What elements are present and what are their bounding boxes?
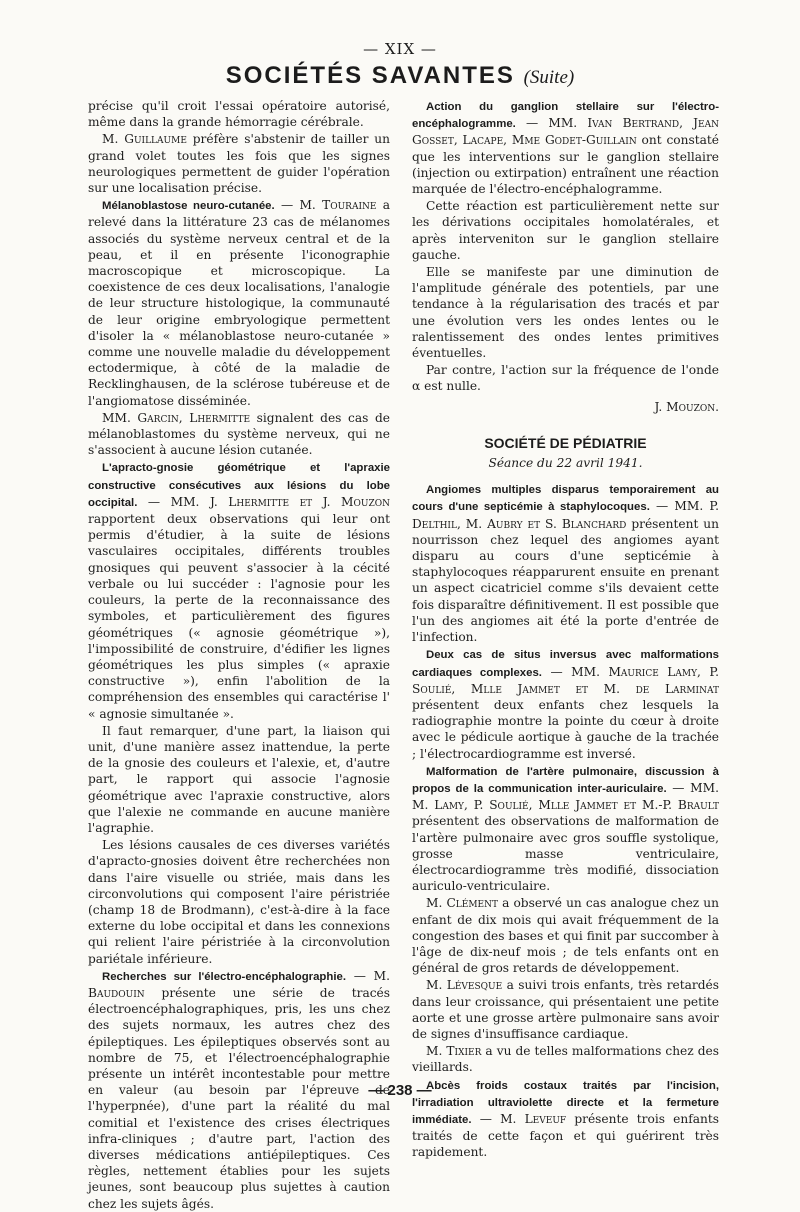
paragraph bbox=[412, 362, 719, 394]
paragraph-text: présentent des observations de malformation de l'artère pulmonaire avec gros souffle systolique, grosse masse ventriculaire, électrocardiogramme très modifié, dissociation auriculo-ventriculaire. bbox=[412, 814, 719, 894]
author-name: Touraine bbox=[322, 198, 377, 213]
paragraph-text: a observé un cas analogue chez un enfant de dix mois qui avait fréquemment de la congestion des bases et qui finit par succomber à l'âge de dix-neuf mois ; de tels enfants ont en général de gros retards de développement. bbox=[412, 896, 720, 976]
paragraph-text: Cette réaction est particulièrement nette sur les dérivations occipitales homolatérales, et après interveniton sur le ganglion stellaire gauche. bbox=[412, 199, 719, 262]
dash: — MM. bbox=[515, 116, 588, 131]
author-name: MM. Garcin, Lhermitte bbox=[102, 410, 251, 425]
paragraph bbox=[412, 481, 719, 645]
paragraph-text: signalent des cas de mélanoblastomes du système nerveux, qui ne s'associent à aucune lésion cutanée. bbox=[88, 410, 390, 458]
author-name: M. Tixier bbox=[426, 1044, 482, 1059]
paragraph bbox=[412, 763, 719, 895]
author-name: M. Lévesque bbox=[426, 978, 503, 993]
paragraph bbox=[412, 98, 719, 197]
dash: — MM. bbox=[649, 499, 710, 514]
paragraph-text: Par contre, l'action sur la fréquence de l'onde α est nulle. bbox=[412, 363, 719, 394]
paragraph bbox=[412, 646, 719, 761]
paragraph bbox=[88, 98, 390, 130]
paragraph-text: Les lésions causales de ces diverses variétés d'apracto-gnosies doivent être recherchées non dans l'aire visuelle ou striée, mais dans les circonvolutions qui composent l'aire péristriée (champ 18 de Brodmann), c'est-à-dire à la face externe du lobe occipital et dans les connexions qui relient l'aire péristriée à la circonvolution pariétale inférieure. bbox=[88, 838, 390, 966]
paragraph-text: ont constaté que les interventions sur le ganglion stellaire (injection ou extirpation) entraînent une réaction marquée de l'électro-encéphalogramme. bbox=[412, 133, 719, 197]
paragraph-text: a suivi trois enfants, très retardés dans leur croissance, qui présentaient une petite aorte et une grosse artère pulmonaire sans avoir de signes d'insuffisance cardiaque. bbox=[412, 978, 719, 1041]
author-name: M. Guillaume bbox=[102, 132, 187, 147]
signature: J. Mouzon. bbox=[654, 399, 719, 414]
paragraph bbox=[88, 410, 390, 459]
author-name: P. Delthil, M. Aubry et S. Blanchard bbox=[412, 499, 719, 531]
paragraph bbox=[412, 977, 719, 1042]
paragraph-text: a vu de telles malformations chez des vieillards. bbox=[412, 1044, 719, 1075]
paragraph bbox=[88, 197, 390, 409]
article-title: Abcès froids costaux traités par l'incision, l'irradiation ultraviolette directe et la fermeture immédiate. bbox=[412, 1079, 719, 1126]
page-number: — 238 — bbox=[368, 1082, 432, 1099]
article-title: L'apracto-gnosie géométrique et l'apraxie constructive consécutives aux lésions du lobe occipital. bbox=[88, 462, 390, 509]
paragraph bbox=[88, 459, 390, 721]
paragraph-text: précise qu'il croit l'essai opératoire autorisé, même dans la grande hémorragie cérébrale. bbox=[88, 99, 390, 130]
dash: — MM. bbox=[666, 780, 719, 795]
author-name: M. Lamy, P. Soulié, Mlle Jammet et M.-P. Brault bbox=[412, 798, 719, 813]
paragraph-text: présentent un nourrisson chez lequel des angiomes ayant disparu au cours d'une septicémie à staphylocoques réapparurent ensuite en prenant un aspect cicatriciel comme s'ils devaient cette fois disparaître définitivement. Il est possible que l'un des angiomes ait été la porte d'entrée de l'infection. bbox=[412, 516, 719, 645]
right-column bbox=[412, 98, 719, 1161]
paragraph bbox=[412, 895, 719, 976]
paragraph-text: Il faut remarquer, d'une part, la liaison qui unit, d'une manière assez inattendue, la perte de la gnosie des couleurs et l'alexie, et, d'autre part, le rapport qui associe l'agnosie géométrique avec l'apraxie constructive, alors que l'alexie ne commande en aucune manière l'agraphie. bbox=[88, 723, 390, 835]
dash: — M. bbox=[274, 198, 323, 213]
section-title: SOCIÉTÉ DE PÉDIATRIE bbox=[484, 434, 647, 451]
running-header bbox=[0, 62, 800, 90]
author-name: M. Leveuf bbox=[500, 1111, 567, 1126]
article-title: Recherches sur l'électro-encéphalographie. bbox=[102, 970, 346, 983]
header-title: SOCIÉTÉS SAVANTES bbox=[225, 62, 515, 89]
left-column bbox=[88, 98, 390, 1212]
paragraph bbox=[412, 198, 719, 263]
paragraph bbox=[88, 723, 390, 836]
header-suite: (Suite) bbox=[523, 67, 575, 88]
article-title: Mélanoblastose neuro-cutanée. bbox=[102, 200, 275, 213]
author-name: M. Baudouin bbox=[88, 968, 390, 1000]
article-title: Deux cas de situs inversus avec malformations cardiaques complexes. bbox=[412, 649, 719, 679]
paragraph-text: préfère s'abstenir de tailler un grand volet toutes les fois que les signes neurologiques permettent de guider l'opération sur une localisation précise. bbox=[88, 132, 390, 196]
paragraph-text: a relevé dans la littérature 23 cas de mélanomes associés du système nerveux central et de la peau, et il en présente l'iconographie macroscopique et microscopique. La coexistence de ces deux localisations, l'analogie de leur structure histologique, la communauté de leur origine embryologique permettent d'isoler la « mélanoblastose neuro-cutanée » comme une nouvelle maladie du développement ectodermique, à côté de la maladie de Recklinghausen, de la sclérose tubéreuse et de l'angiomatose disséminée. bbox=[88, 198, 391, 408]
paragraph-text: présentent deux enfants chez lesquels la radiographie montre la pointe du cœur à droite avec le pédicule aortique à gauche de la trachée ; l'électrocardiogramme est inversé. bbox=[412, 697, 719, 761]
article-title: Angiomes multiples disparus temporairement au cours d'une septicémie à staphylocoques. bbox=[412, 484, 719, 514]
paragraph-text: présente une série de tracés électroencéphalographiques, pris, les uns chez des sujets normaux, les autres chez des épileptiques. Les épileptiques observés sont au nombre de 75, et l'électroencéphalographie présente un intérêt incontestable pour mettre en valeur (au besoin par l'épreuve de l'hyperpnée), d'une part la réalité du mal comitial et l'existence des crises électriques infra-cliniques ; d'autre part, l'action des diverses médications antiépileptiques. Ces règles, nettement établies pour les sujets jeunes, sont beaucoup plus sujettes à caution chez les sujets âgés. bbox=[88, 985, 390, 1211]
author-name: Maurice Lamy, P. Soulié, Mlle Jammet et M. de Larminat bbox=[412, 664, 719, 696]
dash: — bbox=[471, 1111, 501, 1126]
dash: — MM. bbox=[137, 494, 210, 509]
author-name: Ivan Bertrand, Jean Gosset, Lacape, Mme Godet-Guillain bbox=[412, 116, 719, 148]
dash: — MM. bbox=[541, 664, 609, 679]
roman-folio: — XIX — bbox=[363, 40, 437, 58]
paragraph bbox=[412, 1043, 719, 1075]
paragraph-text: rapportent deux observations qui leur ont permis d'étudier, à la suite de lésions vasculaires occipitales, différents troubles gnosiques qui peuvent s'associer à la cécité verbale ou lui succéder : l'agnosie pour les couleurs, la perte de la reconnaissance des symboles, et particulièrement des figures géométriques (« agnosie géométrique »), l'impossibilité de construire, d'édifier les lignes géométriques les plus simples (« apraxie constructive »), enfin l'abolition de la compréhension des ensembles qui caractérise l' « agnosie simultanée ». bbox=[88, 512, 390, 721]
paragraph bbox=[412, 264, 719, 361]
article-title: Action du ganglion stellaire sur l'électro-encéphalogramme. bbox=[412, 101, 719, 131]
paragraph bbox=[88, 837, 390, 967]
dash: — bbox=[346, 968, 374, 983]
paragraph bbox=[88, 131, 390, 196]
author-name: M. Clément bbox=[426, 896, 498, 911]
paragraph-text: présente trois enfants traités de cette façon et qui guérirent très rapidement. bbox=[412, 1111, 719, 1160]
author-name: J. Lhermitte et J. Mouzon bbox=[209, 494, 390, 509]
session-date: Séance du 22 avril 1941. bbox=[488, 456, 643, 471]
article-title: Malformation de l'artère pulmonaire, discussion à propos de la communication inter-auriculaire. bbox=[412, 765, 719, 795]
paragraph-text: Elle se manifeste par une diminution de l'amplitude générale des potentiels, par une tendance à la régularisation des tracés et par une évolution vers les ondes lentes ou le ralentissement des ondes lentes primitives éventuelles. bbox=[412, 265, 719, 361]
